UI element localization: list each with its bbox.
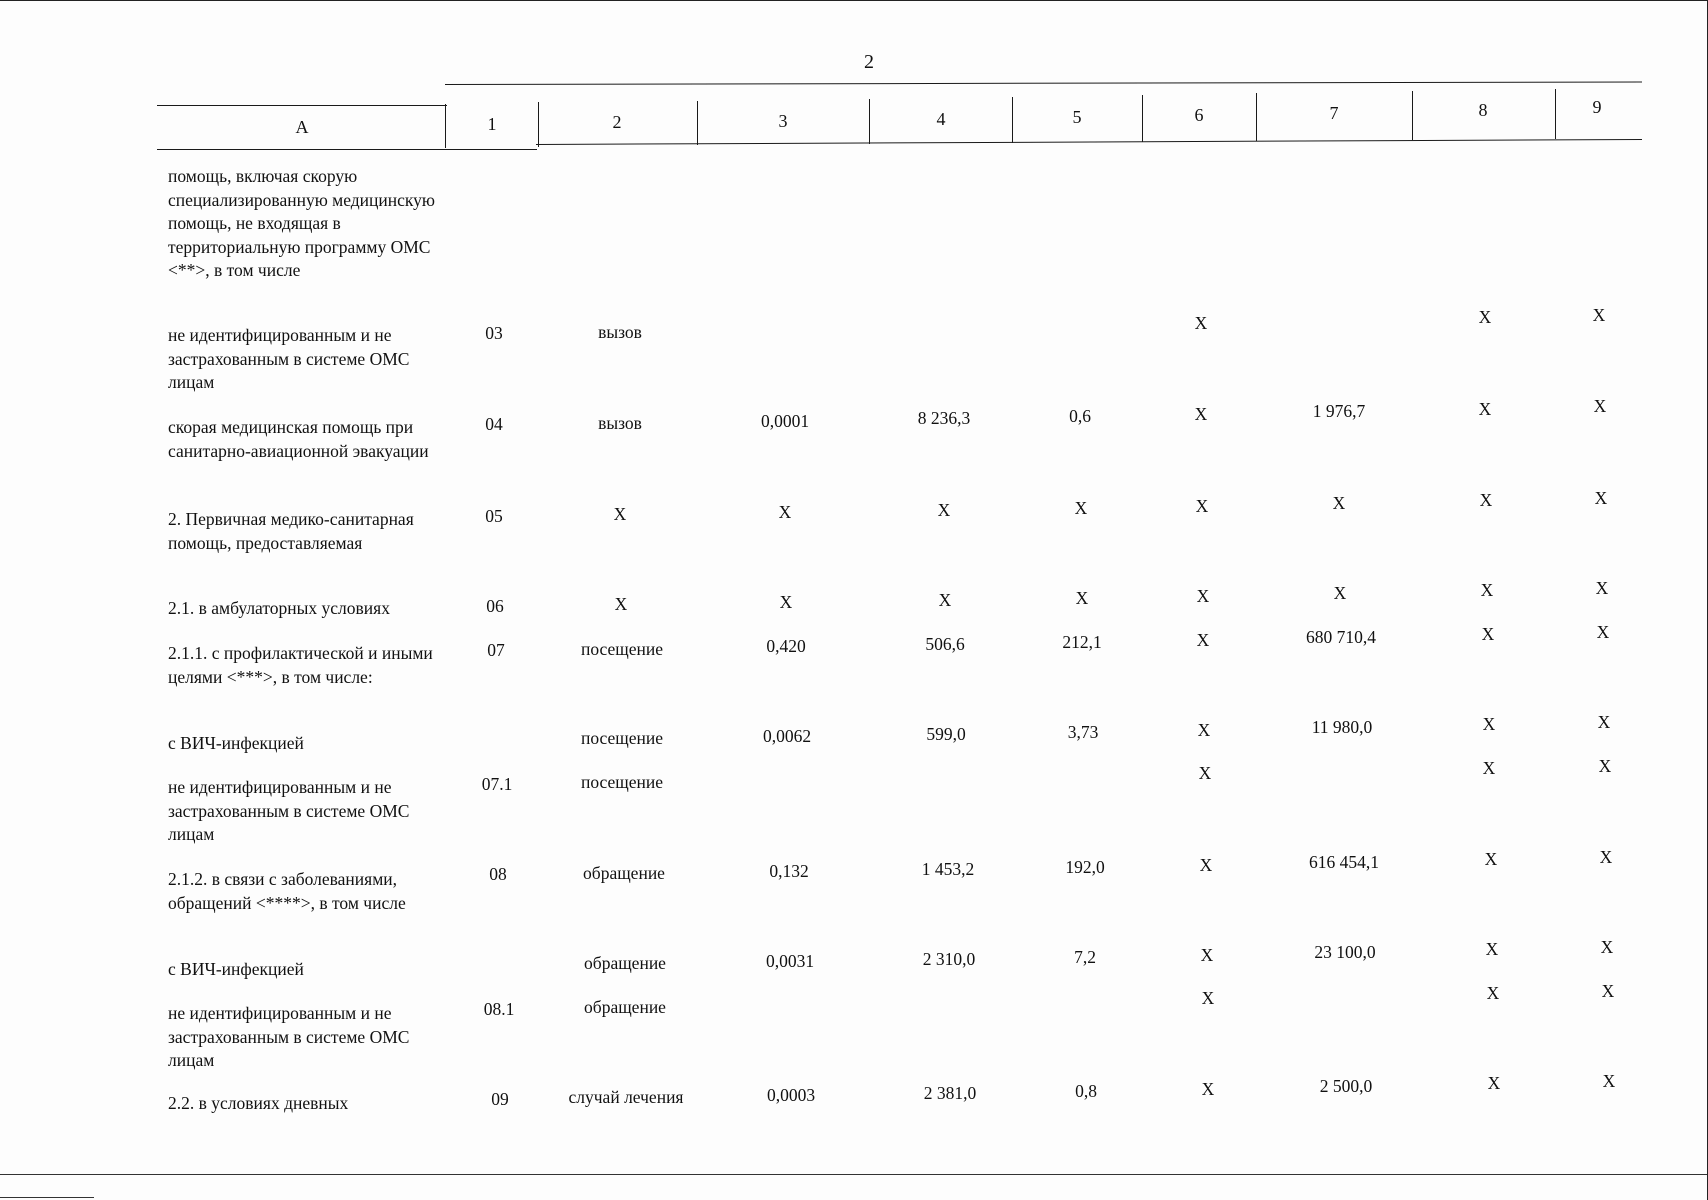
table-cell-col9: X	[1597, 712, 1611, 732]
table-row-description: с ВИЧ-инфекцией	[168, 959, 304, 979]
table-cell-unit: обращение	[584, 997, 666, 1017]
table-row-description: 2.1.1. с профилактической и иными целями <***>, в том числе:	[168, 643, 433, 687]
table-cell-col9: X	[1593, 396, 1607, 416]
table-cell-col4: 599,0	[926, 724, 966, 744]
header-col-sep	[538, 102, 539, 147]
table-cell-col8: X	[1484, 849, 1498, 869]
table-cell-col3: X	[778, 502, 792, 522]
table-cell-col4: 2 381,0	[923, 1083, 977, 1103]
header-col-sep	[445, 104, 446, 148]
table-row-description: 2.1.2. в связи с заболеваниями, обращений <****>, в том числе	[168, 869, 406, 913]
table-cell-code: 07	[487, 640, 505, 660]
header-col-8: 8	[1478, 100, 1488, 120]
header-col-9: 9	[1592, 97, 1602, 117]
table-cell-code: 06	[486, 596, 504, 616]
table-cell-code: 03	[485, 323, 503, 343]
table-row-description: скорая медицинская помощь при санитарно-авиационной эвакуации	[168, 417, 429, 461]
table-cell-col9: X	[1600, 937, 1614, 957]
table-cell-col7: X	[1333, 583, 1347, 603]
table-cell-col4: X	[937, 500, 951, 520]
table-cell-col8: X	[1485, 939, 1499, 959]
table-cell-col8: X	[1486, 983, 1500, 1003]
header-col-4: 4	[936, 109, 946, 129]
table-cell-col5: 0,6	[1069, 406, 1091, 426]
table-cell-col4: 506,6	[925, 634, 965, 654]
table-row-description: 2.1. в амбулаторных условиях	[168, 598, 390, 618]
table-cell-col5: X	[1075, 588, 1089, 608]
table-row-description: с ВИЧ-инфекцией	[168, 733, 304, 753]
table-row-description: не идентифицированным и не застрахованным в системе ОМС лицам	[168, 325, 410, 392]
table-row-description: не идентифицированным и не застрахованным в системе ОМС лицам	[168, 1003, 410, 1070]
table-row-description: помощь, включая скорую специализированную медицинскую помощь, не входящая в территориальную программу ОМС <**>, в том числе	[168, 166, 435, 280]
table-cell-col3: 0,0001	[760, 411, 810, 431]
table-cell-col7: 2 500,0	[1319, 1076, 1373, 1096]
header-col-sep	[1012, 97, 1013, 143]
header-top-rule-right	[445, 81, 1642, 85]
table-cell-col5: 7,2	[1074, 947, 1096, 967]
table-cell-col6: X	[1194, 404, 1208, 424]
table-cell-col9: X	[1592, 305, 1606, 325]
table-cell-unit: случай лечения	[568, 1087, 684, 1107]
header-col-sep	[1555, 89, 1556, 139]
table-row-description: 2. Первичная медико-санитарная помощь, предоставляемая	[168, 509, 414, 553]
table-cell-col3: 0,420	[766, 636, 806, 656]
table-cell-col5: 192,0	[1065, 857, 1105, 877]
table-cell-col3: 0,0062	[762, 726, 812, 746]
header-col-7: 7	[1329, 103, 1339, 123]
table-cell-col2: X	[614, 594, 628, 614]
table-cell-col9: X	[1599, 847, 1613, 867]
footer-rule	[0, 1174, 1708, 1175]
page-number: 2	[864, 51, 874, 73]
table-cell-col5: 0,8	[1075, 1081, 1097, 1101]
table-cell-unit: посещение	[580, 772, 664, 792]
table-cell-unit: посещение	[580, 728, 664, 748]
table-cell-col9: X	[1594, 488, 1608, 508]
table-cell-unit: вызов	[598, 413, 642, 433]
table-row-description: 2.2. в условиях дневных	[168, 1093, 349, 1113]
table-cell-col5: 212,1	[1062, 632, 1102, 652]
header-col-5: 5	[1072, 107, 1082, 127]
header-col-6: 6	[1194, 105, 1204, 125]
header-col-2: 2	[612, 112, 622, 132]
table-cell-col9: X	[1596, 622, 1610, 642]
footer-stub-rule	[0, 1197, 94, 1198]
table-cell-col8: X	[1480, 580, 1494, 600]
table-cell-col6: X	[1196, 630, 1210, 650]
table-cell-col8: X	[1478, 307, 1492, 327]
table-cell-col8: X	[1481, 624, 1495, 644]
table-cell-code: 04	[485, 414, 503, 434]
table-cell-col9: X	[1601, 981, 1615, 1001]
table-cell-col7: 23 100,0	[1314, 942, 1376, 962]
header-top-rule	[157, 105, 447, 106]
table-cell-col8: X	[1479, 490, 1493, 510]
header-bottom-rule	[157, 149, 537, 150]
table-cell-col6: X	[1201, 988, 1215, 1008]
table-cell-col6: X	[1199, 855, 1213, 875]
table-cell-code: 09	[491, 1089, 509, 1109]
table-cell-col3: 0,0003	[766, 1085, 816, 1105]
table-cell-col7: 616 454,1	[1309, 852, 1379, 872]
table-cell-col8: X	[1478, 399, 1492, 419]
table-cell-col6: X	[1200, 945, 1214, 965]
table-cell-code: 05	[485, 506, 503, 526]
table-cell-unit: обращение	[583, 863, 665, 883]
table-cell-col6: X	[1198, 763, 1212, 783]
table-cell-unit: обращение	[584, 953, 666, 973]
header-col-sep	[1412, 91, 1413, 140]
table-cell-col8: X	[1482, 714, 1496, 734]
table-cell-col6: X	[1197, 720, 1211, 740]
table-cell-col8: X	[1487, 1073, 1501, 1093]
header-col-sep	[1142, 95, 1143, 142]
table-cell-col6: X	[1196, 586, 1210, 606]
table-cell-col4: 1 453,2	[921, 859, 975, 879]
table-cell-col7: 1 976,7	[1312, 401, 1366, 421]
table-cell-col2: X	[613, 504, 627, 524]
table-cell-col4: X	[938, 590, 952, 610]
table-cell-unit: вызов	[598, 322, 642, 342]
table-cell-unit: посещение	[580, 639, 664, 659]
table-cell-col6: X	[1194, 313, 1208, 333]
table-cell-col5: X	[1074, 498, 1088, 518]
table-cell-code: 07.1	[481, 774, 513, 794]
table-cell-col7: 11 980,0	[1311, 717, 1373, 737]
table-cell-col9: X	[1602, 1071, 1616, 1091]
table-cell-col3: X	[779, 592, 793, 612]
table-cell-col3: 0,132	[769, 861, 809, 881]
table-cell-col6: X	[1201, 1079, 1215, 1099]
table-cell-col7: 680 710,4	[1306, 627, 1376, 647]
table-cell-col8: X	[1482, 758, 1496, 778]
header-col-sep	[869, 99, 870, 144]
header-col-sep	[1256, 93, 1257, 141]
table-cell-col5: 3,73	[1067, 722, 1099, 742]
table-row-description: не идентифицированным и не застрахованным в системе ОМС лицам	[168, 777, 410, 844]
header-col-3: 3	[778, 111, 788, 131]
table-cell-col9: X	[1598, 756, 1612, 776]
header-bottom-rule-right	[536, 139, 1642, 145]
table-cell-code: 08.1	[483, 999, 515, 1019]
table-cell-col9: X	[1595, 578, 1609, 598]
table-cell-col6: X	[1195, 496, 1209, 516]
table-cell-code: 08	[489, 864, 507, 884]
header-col-a: А	[295, 117, 309, 137]
header-col-1: 1	[487, 114, 497, 134]
header-col-sep	[697, 101, 698, 145]
table-cell-col4: 2 310,0	[922, 949, 976, 969]
table-cell-col4: 8 236,3	[917, 408, 971, 428]
table-cell-col3: 0,0031	[765, 951, 815, 971]
table-cell-col7: X	[1332, 493, 1346, 513]
